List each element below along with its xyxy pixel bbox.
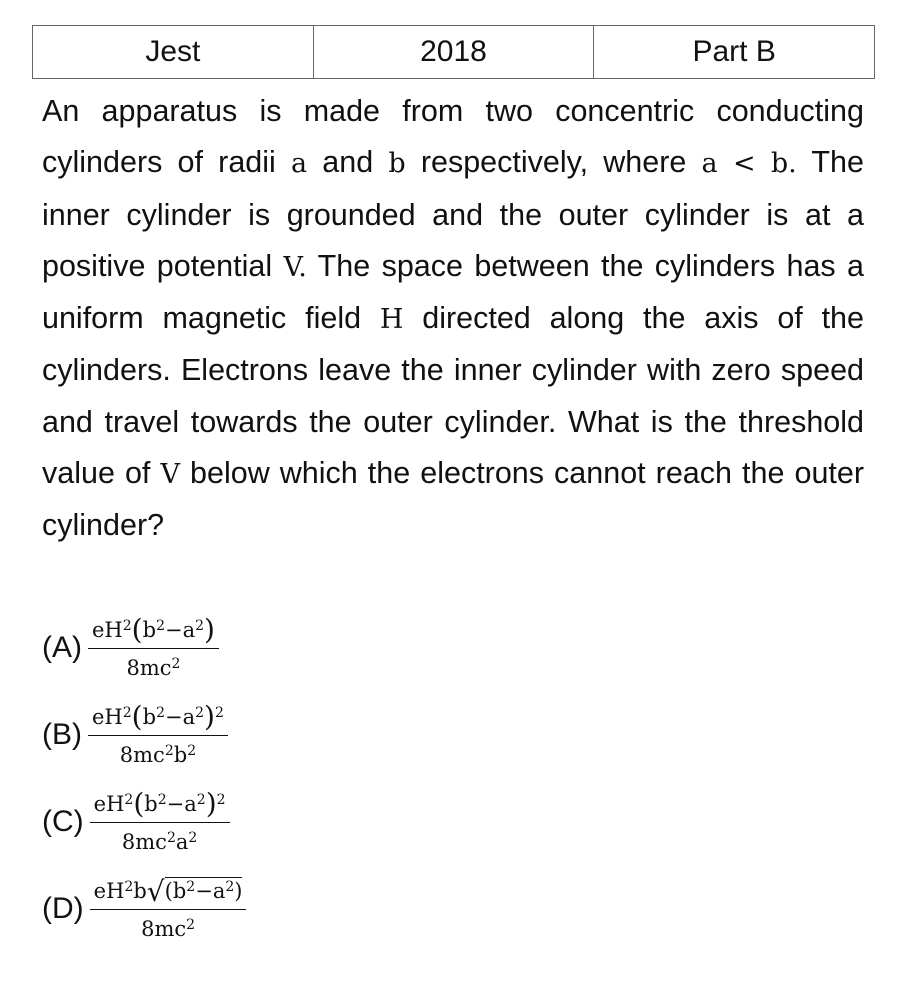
denominator: $8mc^2$ (141, 917, 196, 941)
option-a[interactable] (42, 615, 219, 681)
header-row (33, 26, 875, 79)
option-label: (C) (42, 805, 84, 838)
denominator: $8mc^2a^2$ (121, 830, 198, 854)
question-text: An apparatus is made from two concentric conducting cylinders of radii a and b respectively, where a < b. The inner cylinder is grounded and the outer cylinder is at a positive potential V. The space between the cylinders has a uniform magnetic field H directed along the axis of the cylinders. Electrons leave the inner cylinder with zero speed and travel towards the outer cylinder. What is the threshold value of V below which the electrons cannot reach the outer cylinder? (42, 94, 864, 543)
denominator: $8mc^2b^2$ (119, 743, 197, 767)
option-c-formula (90, 789, 230, 855)
option-d-formula (90, 876, 247, 942)
denominator: $8mc^2$ (126, 656, 181, 680)
numerator: $eH^2b√(b^2-a^2)$ (90, 876, 247, 910)
year-cell: 2018 (313, 26, 594, 79)
header-table (32, 25, 875, 79)
option-label: (B) (42, 718, 82, 751)
numerator: $eH^2(b^2-a^2)^2$ (90, 789, 230, 823)
option-d[interactable] (42, 876, 246, 942)
option-a-formula (88, 615, 219, 681)
part-cell: Part B (594, 26, 875, 79)
sqrt-sign: √ (146, 875, 165, 908)
option-label: (D) (42, 892, 84, 925)
option-c[interactable] (42, 789, 230, 855)
radicand: $(b^2-a^2)$ (164, 879, 243, 903)
option-b[interactable] (42, 702, 228, 768)
exam-cell: Jest (33, 26, 314, 79)
option-b-formula (88, 702, 228, 768)
option-label: (A) (42, 631, 82, 664)
numerator: $eH^2(b^2-a^2)^2$ (88, 702, 228, 736)
numerator: $eH^2(b^2-a^2)$ (88, 615, 219, 649)
